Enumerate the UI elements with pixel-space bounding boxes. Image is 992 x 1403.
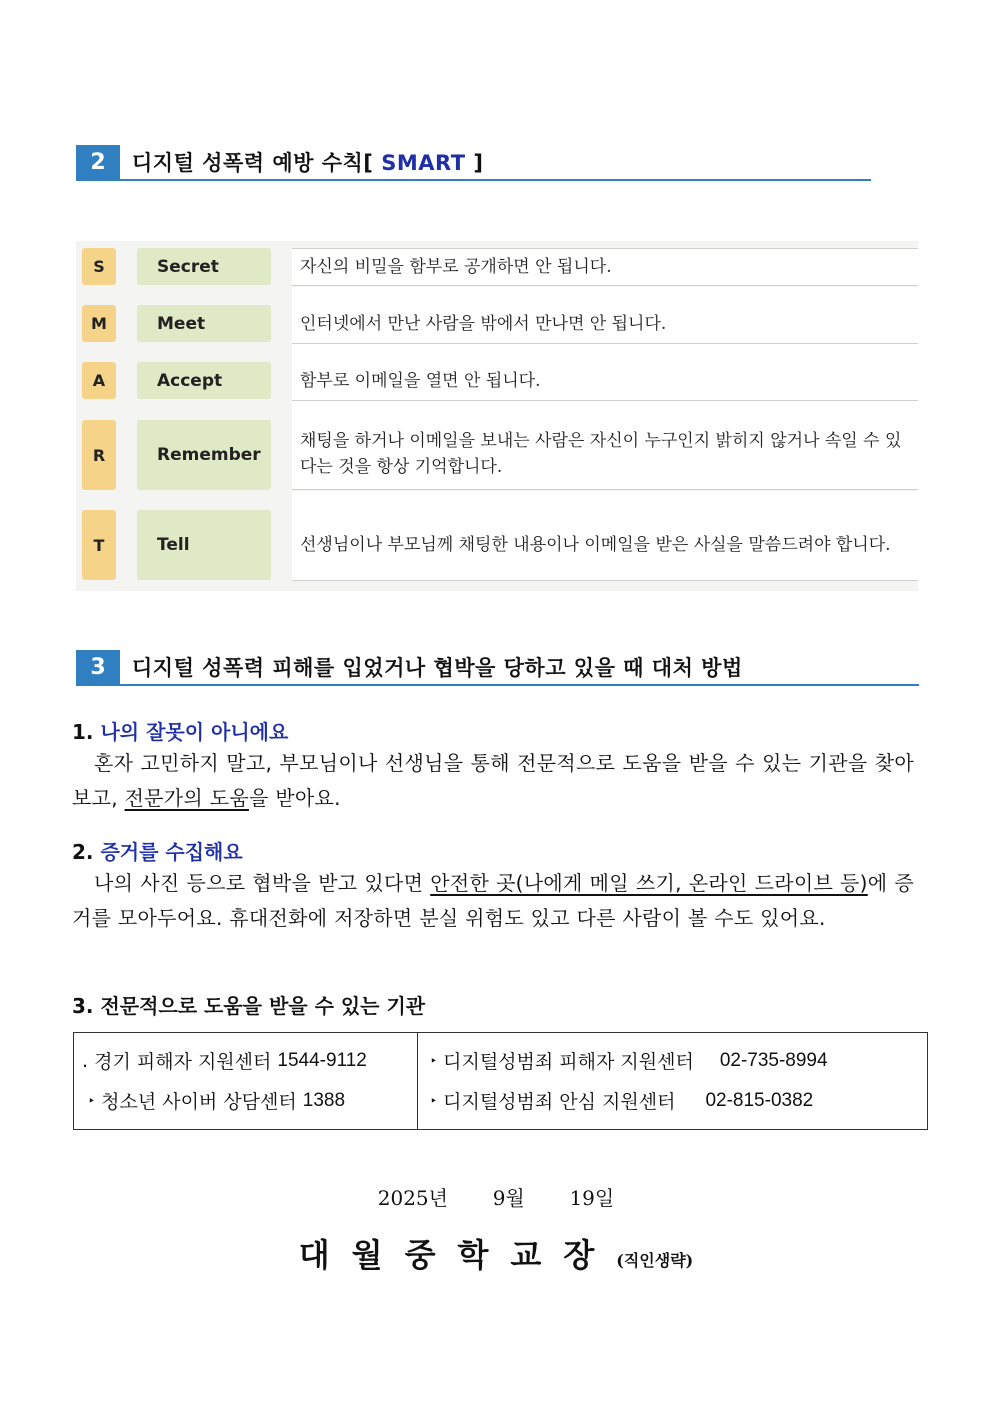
org-entry bbox=[430, 1087, 813, 1114]
org-name: 청소년 사이버 상담센터 bbox=[101, 1091, 297, 1113]
smart-table bbox=[76, 241, 918, 591]
date-month: 9월 bbox=[492, 1186, 525, 1210]
item-2-title: 증거를 수집해요 bbox=[100, 840, 243, 864]
org-entry bbox=[82, 1047, 367, 1074]
item-2-number: 2. bbox=[72, 840, 94, 864]
item-1-text-b: 을 받아요. bbox=[248, 786, 341, 810]
smart-desc: 채팅을 하거나 이메일을 보내는 사람은 자신이 누구인지 밝히지 않거나 속일 수 있다는 것을 항상 기억합니다. bbox=[292, 401, 918, 490]
document-date bbox=[0, 1182, 992, 1211]
item-1-heading bbox=[72, 716, 288, 745]
smart-desc: 선생님이나 부모님께 채팅한 내용이나 이메일을 받은 사실을 말씀드려야 합니다. bbox=[292, 491, 918, 581]
section-2-title-accent: SMART bbox=[381, 151, 466, 175]
item-2-text-a: 나의 사진 등으로 협박을 받고 있다면 bbox=[94, 871, 431, 895]
org-entry bbox=[430, 1047, 828, 1074]
smart-letter: A bbox=[82, 362, 116, 399]
smart-desc: 자신의 비밀을 함부로 공개하면 안 됩니다. bbox=[292, 248, 918, 286]
org-bullet: ‣ bbox=[430, 1093, 438, 1108]
smart-desc: 인터넷에서 만난 사람을 밖에서 만나면 안 됩니다. bbox=[292, 287, 918, 344]
org-phone: 02-735-8994 bbox=[719, 1049, 828, 1071]
smart-desc: 함부로 이메일을 열면 안 됩니다. bbox=[292, 344, 918, 401]
smart-letter: S bbox=[82, 248, 116, 285]
item-1-text-underlined: 전문가의 도움 bbox=[124, 786, 249, 810]
section-3-header bbox=[76, 650, 919, 686]
item-1-text bbox=[72, 746, 914, 816]
item-2-text-b: 에 증거를 모아두어요. 휴대전화에 저장하면 분실 위험도 있고 다른 사람이 볼 수도 있어요. bbox=[72, 871, 915, 930]
org-bullet: ‣ bbox=[430, 1053, 438, 1068]
item-3-heading: 3. 전문적으로 도움을 받을 수 있는 기관 bbox=[72, 994, 426, 1018]
item-1-title: 나의 잘못이 아니에요 bbox=[100, 720, 289, 744]
org-name: 디지털성범죄 안심 지원센터 bbox=[443, 1091, 676, 1113]
org-name: 디지털성범죄 피해자 지원센터 bbox=[443, 1051, 694, 1073]
date-year: 2025년 bbox=[377, 1186, 448, 1210]
section-2-number: 2 bbox=[76, 145, 120, 179]
org-phone: 1544-9112 bbox=[277, 1049, 367, 1071]
smart-letter: T bbox=[82, 510, 116, 580]
seal-omitted-note: (직인생략) bbox=[616, 1251, 694, 1270]
smart-word: Meet bbox=[137, 305, 271, 342]
section-2-title bbox=[132, 147, 483, 177]
date-day: 19일 bbox=[569, 1186, 615, 1210]
org-bullet: ‣ bbox=[88, 1093, 96, 1108]
section-2-title-text: 디지털 성폭력 예방 수칙[ bbox=[132, 151, 374, 175]
signature bbox=[0, 1230, 992, 1276]
section-3-title: 디지털 성폭력 피해를 입었거나 협박을 당하고 있을 때 대처 방법 bbox=[132, 656, 743, 680]
section-2-title-close: ] bbox=[473, 151, 484, 175]
org-entry bbox=[88, 1087, 345, 1114]
smart-word: Remember bbox=[137, 420, 271, 490]
section-2-header bbox=[76, 145, 871, 181]
organizations-table bbox=[73, 1032, 928, 1130]
org-bullet: . bbox=[82, 1049, 89, 1072]
org-phone: 1388 bbox=[302, 1089, 346, 1111]
smart-word: Tell bbox=[137, 510, 271, 580]
section-3-number: 3 bbox=[76, 650, 120, 684]
item-2-text-underlined: 안전한 곳(나에게 메일 쓰기, 온라인 드라이브 등) bbox=[430, 871, 868, 895]
item-1-text-a: 혼자 고민하지 말고, 부모님이나 선생님을 통해 전문적으로 도움을 받을 수 있는 기관을 찾아보고, bbox=[72, 751, 914, 810]
item-1-number: 1. bbox=[72, 720, 94, 744]
org-phone: 02-815-0382 bbox=[705, 1089, 814, 1111]
smart-word: Accept bbox=[137, 362, 271, 399]
smart-letter: M bbox=[82, 305, 116, 342]
school-principal: 대월중학교장 bbox=[298, 1236, 617, 1274]
item-2-heading bbox=[72, 836, 243, 865]
org-name: 경기 피해자 지원센터 bbox=[94, 1051, 272, 1073]
smart-word: Secret bbox=[137, 248, 271, 285]
smart-letter: R bbox=[82, 420, 116, 490]
item-2-text bbox=[72, 866, 914, 936]
